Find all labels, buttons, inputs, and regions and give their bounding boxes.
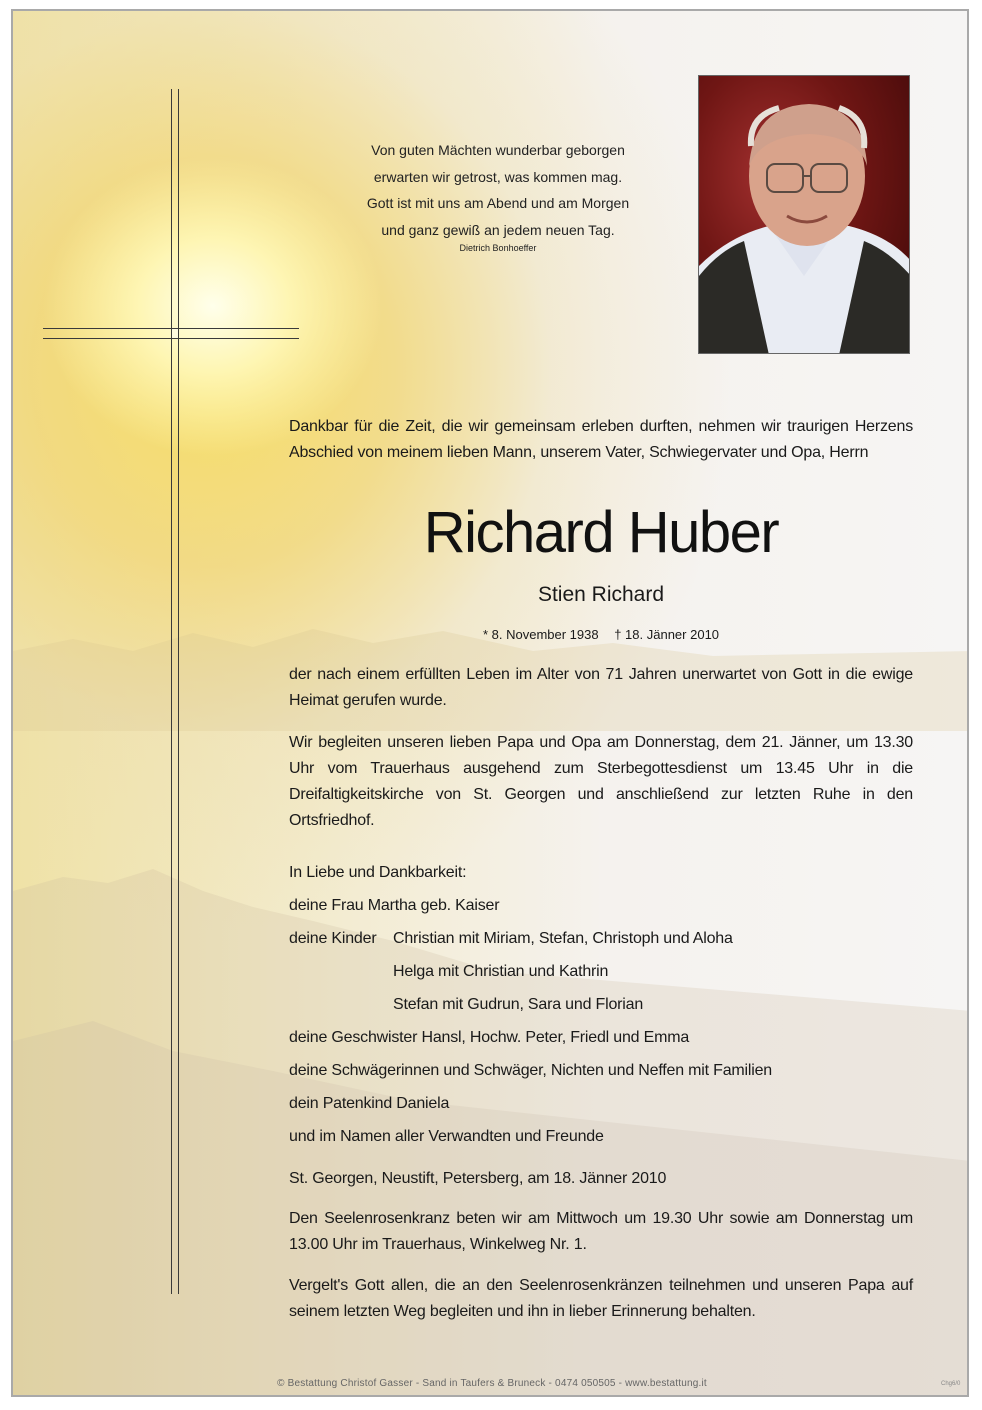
rosary-text: Den Seelenrosenkranz beten wir am Mittwoch um 19.30 Uhr sowie am Donnerstag um 13.00 Uhr im Trauerhaus, Winkelweg Nr. 1. (289, 1210, 913, 1253)
cross-vertical-line (171, 89, 172, 1294)
mourner-children: Christian mit Miriam, Stefan, Christoph und Aloha (393, 930, 733, 947)
corner-code: Chg6/0 (941, 1381, 961, 1387)
place-date: St. Georgen, Neustift, Petersberg, am 18. Jänner 2010 (289, 1170, 667, 1187)
poem-author: Dietrich Bonhoeffer (459, 243, 537, 253)
poem-line: Gott ist mit uns am Abend und am Morgen (366, 195, 630, 211)
paragraph-passing: der nach einem erfüllten Leben im Alter von 71 Jahren unerwartet von Gott in die ewige Heimat gerufen wurde. (289, 666, 913, 709)
deceased-name: Richard Huber (423, 500, 779, 565)
mourner-godchild: dein Patenkind Daniela (289, 1095, 450, 1112)
obituary-card (11, 9, 969, 1397)
cross-horizontal-line (43, 338, 299, 339)
thanks-text: Vergelt's Gott allen, die an den Seelenrosenkränzen teilnehmen und unseren Papa auf seinem letzten Weg begleiten und ihn in lieber Erinnerung behalten. (289, 1277, 913, 1320)
death-date: † 18. Jänner 2010 (614, 627, 720, 642)
poem-line: und ganz gewiß an jedem neuen Tag. (381, 221, 615, 238)
cross-vertical-line (178, 89, 179, 1294)
mourner-children: Stefan mit Gudrun, Sara und Florian (393, 996, 644, 1013)
footer-credit: © Bestattung Christof Gasser - Sand in Taufers & Bruneck - 0474 050505 - www.bestattung.it (277, 1378, 707, 1389)
portrait-figure (699, 76, 910, 354)
portrait-photo (698, 75, 910, 354)
mourner-in-laws: deine Schwägerinnen und Schwäger, Nichten und Neffen mit Familien (289, 1062, 773, 1079)
mourner-wife: deine Frau Martha geb. Kaiser (289, 897, 500, 914)
mourner-children: Helga mit Christian und Kathrin (393, 963, 609, 980)
intro-text: Dankbar für die Zeit, die wir gemeinsam erleben durften, nehmen wir traurigen Herzens Abschied von meinem lieben Mann, unserem Vater, Schwiegervater und Opa, Herrn (289, 418, 913, 461)
poem-line: Von guten Mächten wunderbar geborgen (371, 142, 625, 158)
poem-line: erwarten wir getrost, was kommen mag. (373, 168, 623, 185)
mourner-children-label: deine Kinder (289, 930, 377, 947)
life-dates (289, 625, 913, 645)
birth-date: * 8. November 1938 (482, 627, 599, 642)
nickname: Stien Richard (537, 583, 665, 606)
cross-horizontal-line (43, 328, 299, 329)
mourner-siblings: deine Geschwister Hansl, Hochw. Peter, Friedl und Emma (289, 1029, 690, 1046)
paragraph-funeral: Wir begleiten unseren lieben Papa und Opa am Donnerstag, dem 21. Jänner, um 13.30 Uhr vom Trauerhaus ausgehend zum Sterbegottesdienst um 13.45 Uhr in die Dreifaltigkeitskirche von St. Georgen und anschließend zur letzten Ruhe in den Ortsfriedhof. (289, 734, 913, 829)
poem (313, 137, 683, 255)
mourner-relatives: und im Namen aller Verwandten und Freunde (289, 1128, 604, 1145)
cross-center (172, 329, 178, 338)
mourners-heading: In Liebe und Dankbarkeit: (289, 864, 467, 881)
